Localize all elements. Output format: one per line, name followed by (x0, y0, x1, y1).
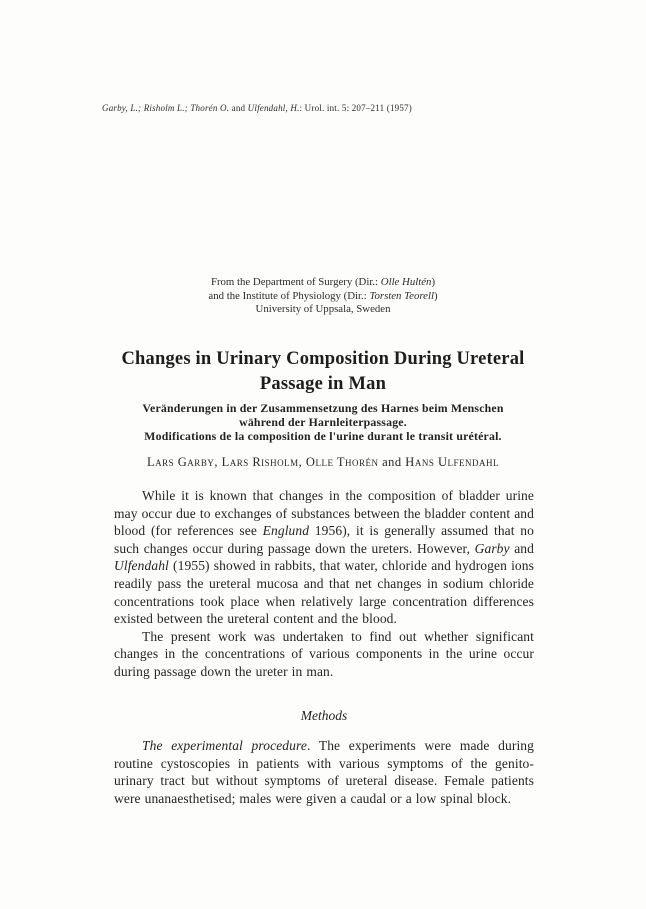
affiliation-block (0, 276, 646, 317)
section-heading-methods: Methods (300, 707, 348, 723)
paragraph-intro-2: The present work was undertaken to find out whether significant changes in the concentrations of various components in the urine occur during passage down the ureter in man. (114, 628, 534, 679)
paragraph-intro-1: While it is known that changes in the composition of bladder urine may occur due to exchanges of substances between the bladder content and blood (for references see Englund 1956), it is generally assumed that no such changes occur during passage down the ureters. However, Garby and Ulfendahl (1955) showed in rabbits, that water, chloride and hydrogen ions readily pass the ureteral mucosa and that net changes in sodium chloride concentrations took place when relatively large concentration differences existed between the ureteral content and the blood. (114, 488, 534, 627)
citation-line: Garby, L.; Risholm L.; Thorén O. and Ulfendahl, H.: Urol. int. 5: 207–211 (1957) (102, 103, 412, 113)
authors-line: Lars Garby, Lars Risholm, Olle Thorén and Hans Ulfendahl (147, 455, 499, 469)
affiliation-line-3: University of Uppsala, Sweden (255, 303, 391, 315)
subtitle-german-line-1: Veränderungen in der Zusammensetzung des Harnes beim Menschen (142, 401, 504, 415)
subtitle-french: Modifications de la composition de l'urine durant le transit urétéral. (144, 429, 502, 443)
paper-title (0, 347, 646, 397)
subtitle-german-line-2: während der Harnleiterpassage. (239, 414, 407, 429)
article-body (114, 487, 534, 808)
affiliation-line-2: and the Institute of Physiology (Dir.: Torsten Teorell) (208, 289, 438, 302)
subtitle-german (0, 402, 646, 429)
paragraph-methods-procedure: The experimental procedure. The experiments were made during routine cystoscopies in patients with various symptoms of the genito-urinary tract but without symptoms of ureteral disease. Female patients were unanaesthetised; males were given a caudal or a low spinal block. (114, 738, 534, 806)
affiliation-line-1: From the Department of Surgery (Dir.: Olle Hultén) (210, 276, 436, 288)
paper-title-line-2: Passage in Man (259, 374, 387, 394)
paper-title-line-1: Changes in Urinary Composition During Ureteral (121, 349, 525, 369)
